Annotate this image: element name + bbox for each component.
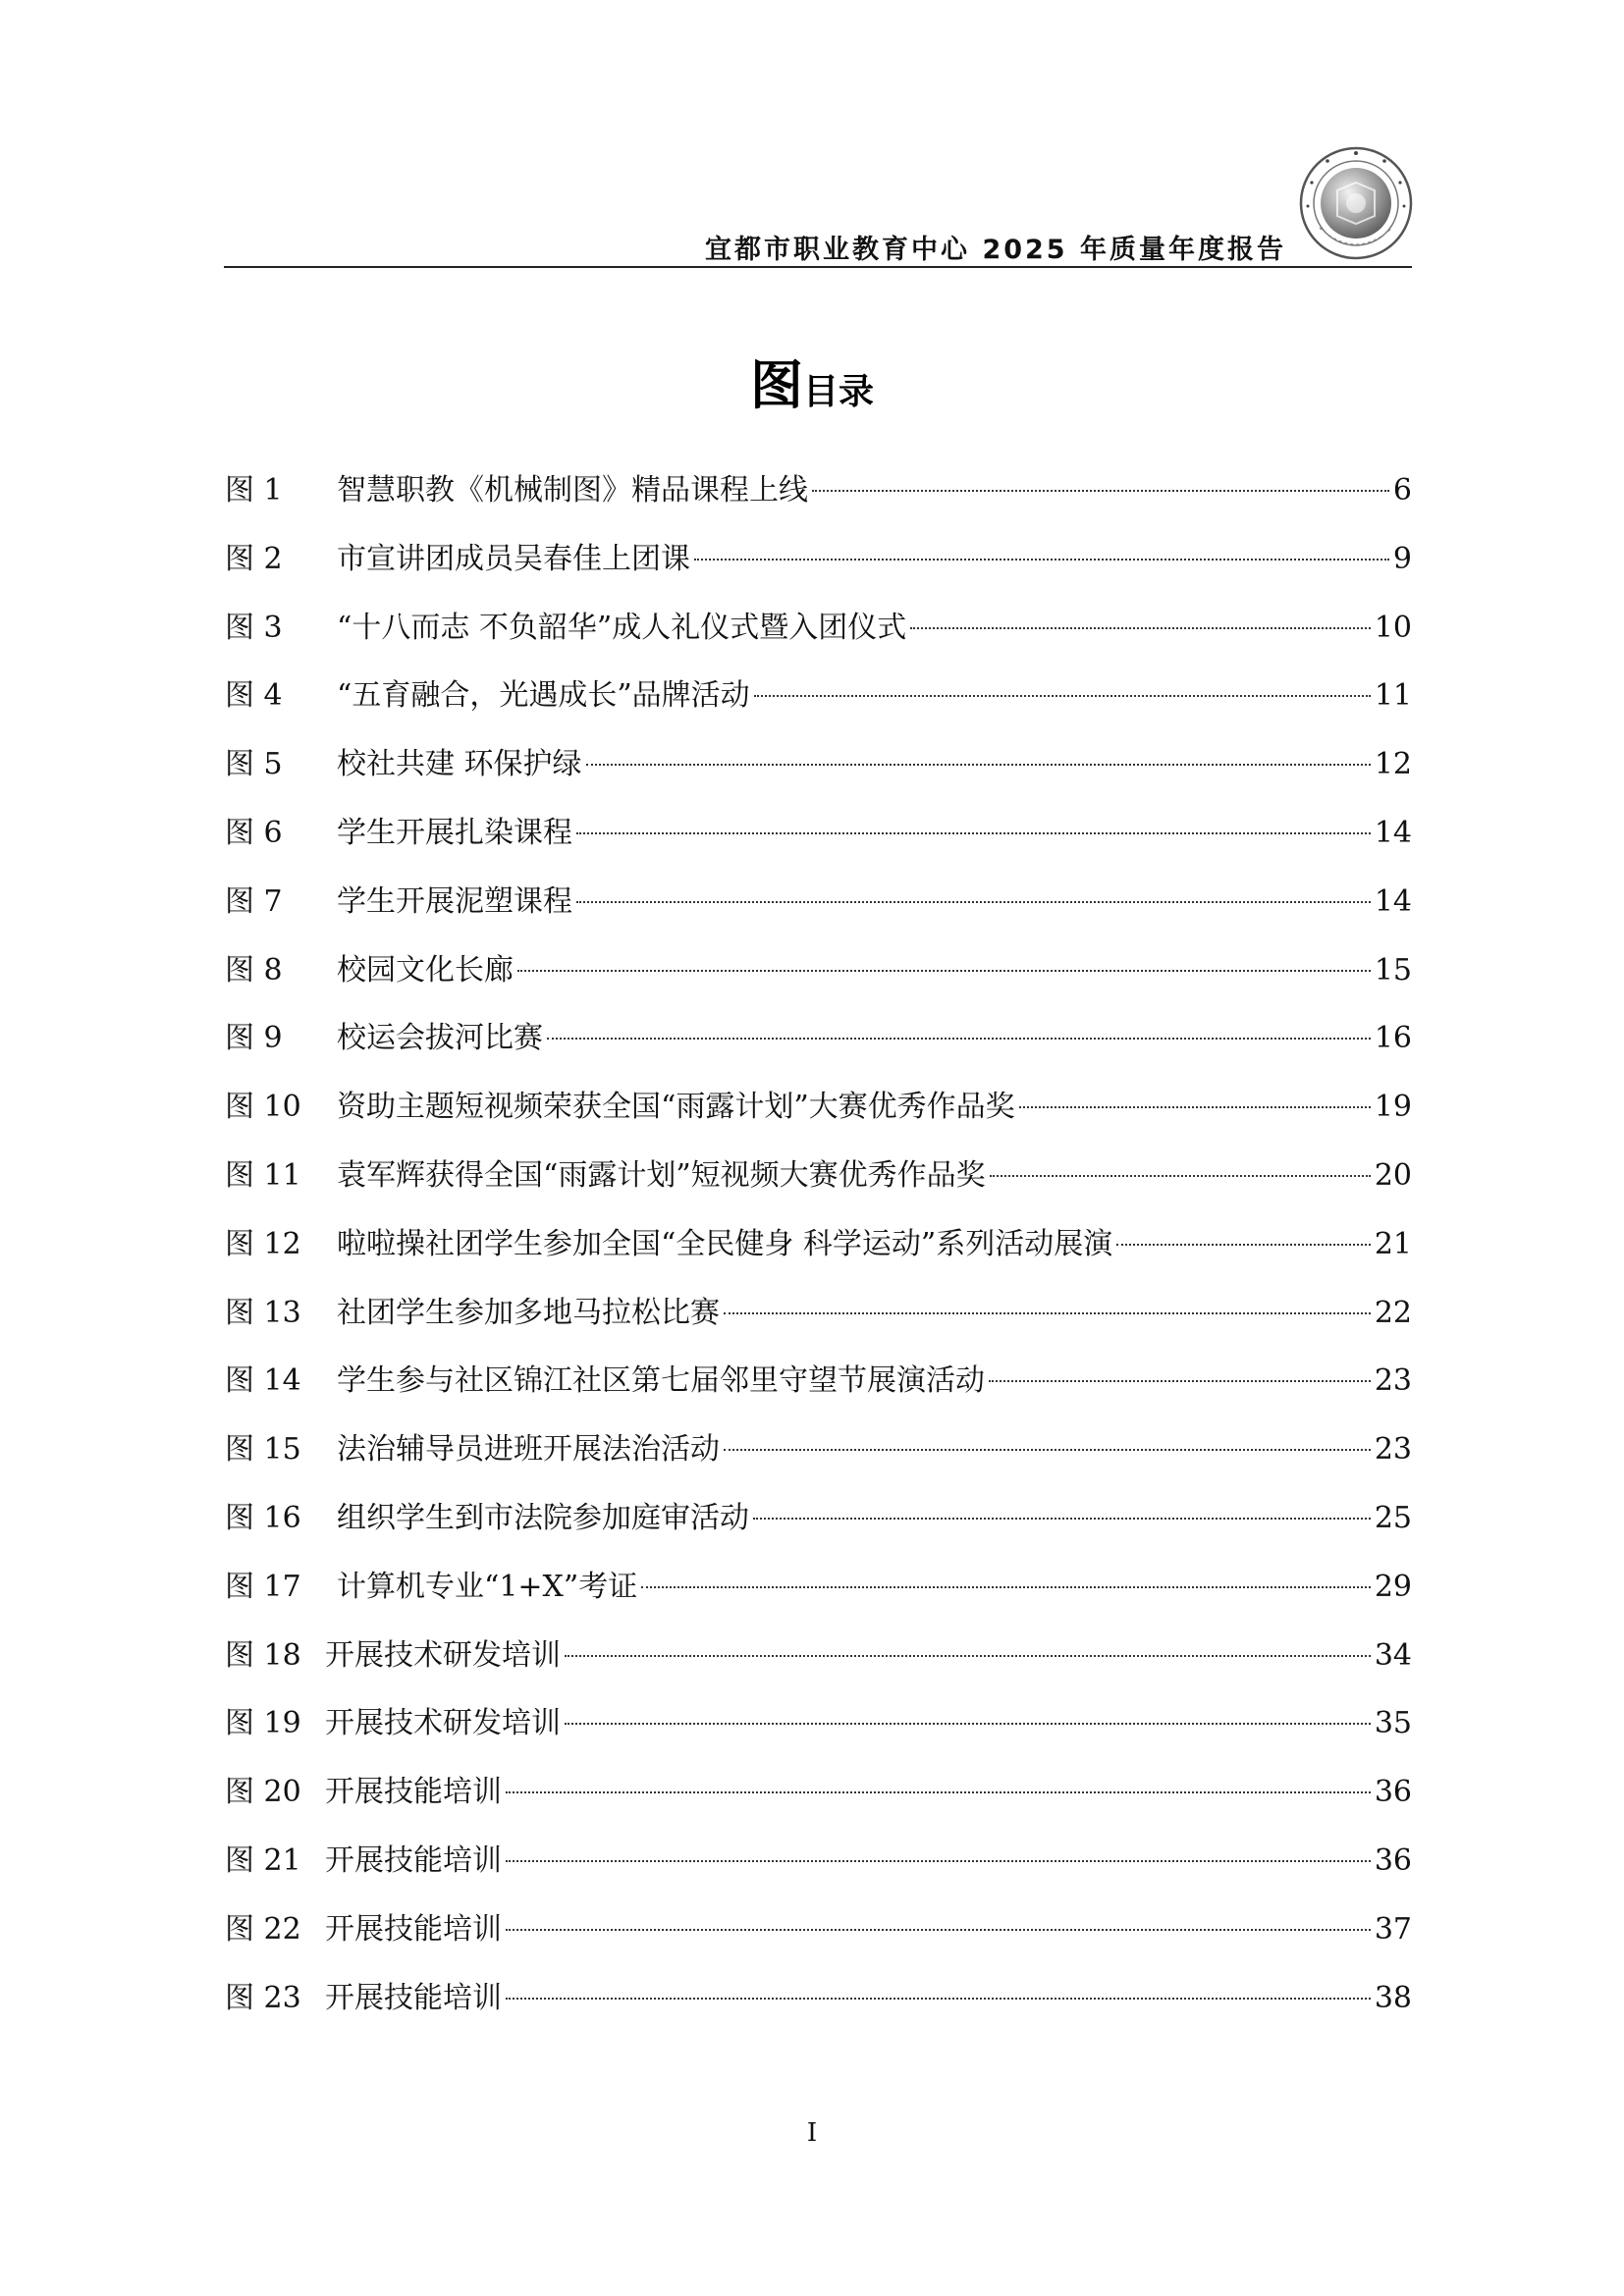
toc-dot-leader <box>1116 1244 1371 1246</box>
toc-entry-page: 38 <box>1374 1981 1412 2015</box>
toc-dot-leader <box>641 1586 1371 1588</box>
toc-entry-title: 开展技术研发培训 <box>325 1706 561 1740</box>
toc-dot-leader <box>990 1175 1371 1177</box>
report-header-title: 宜都市职业教育中心 2025 年质量年度报告 <box>705 235 1286 265</box>
toc-entry[interactable] <box>225 1768 1412 1817</box>
toc-entry-page: 6 <box>1392 473 1412 507</box>
toc-entry-title: 开展技能培训 <box>325 1843 502 1878</box>
toc-entry-label: 图 4 <box>225 678 283 713</box>
toc-dot-leader <box>724 1312 1371 1314</box>
toc-entry-label: 图 3 <box>225 611 283 645</box>
toc-entry-label: 图 9 <box>225 1021 283 1055</box>
toc-entry-label: 图 22 <box>225 1912 301 1947</box>
toc-dot-leader <box>910 627 1371 629</box>
toc-entry[interactable] <box>225 740 1412 789</box>
toc-entry-page: 19 <box>1374 1090 1412 1124</box>
toc-entry-label: 图 18 <box>225 1638 301 1673</box>
toc-entry-label: 图 14 <box>225 1363 301 1398</box>
toc-entry-page: 11 <box>1374 678 1412 713</box>
toc-entry[interactable] <box>225 1151 1412 1201</box>
toc-entry-title: 开展技能培训 <box>325 1912 502 1947</box>
toc-entry[interactable] <box>225 1494 1412 1543</box>
toc-dot-leader <box>517 970 1371 972</box>
toc-entry-label: 图 20 <box>225 1775 301 1809</box>
toc-dot-leader <box>1019 1106 1371 1108</box>
page-title-main: 图 <box>749 354 803 416</box>
page-title <box>0 344 1624 419</box>
toc-entry-title: 法治辅导员进班开展法治活动 <box>337 1432 720 1467</box>
toc-entry-page: 16 <box>1374 1021 1412 1055</box>
toc-dot-leader <box>754 695 1371 697</box>
toc-entry-label: 图 10 <box>225 1090 301 1124</box>
toc-entry-page: 14 <box>1374 884 1412 919</box>
toc-entry[interactable] <box>225 671 1412 721</box>
toc-entry[interactable] <box>225 1974 1412 2023</box>
toc-entry-label: 图 6 <box>225 816 283 850</box>
toc-entry-title: 校运会拔河比赛 <box>337 1021 543 1055</box>
toc-dot-leader <box>694 559 1389 561</box>
toc-entry-page: 23 <box>1374 1432 1412 1467</box>
toc-entry[interactable] <box>225 1563 1412 1612</box>
toc-entry-page: 9 <box>1392 542 1412 576</box>
toc-entry-label: 图 17 <box>225 1570 301 1604</box>
toc-entry-label: 图 11 <box>225 1158 301 1193</box>
toc-entry-page: 36 <box>1374 1775 1412 1809</box>
toc-dot-leader <box>506 1998 1371 2000</box>
toc-dot-leader <box>586 764 1371 766</box>
toc-entry[interactable] <box>225 466 1412 515</box>
toc-entry-page: 21 <box>1374 1227 1412 1261</box>
toc-entry-page: 34 <box>1374 1638 1412 1673</box>
toc-dot-leader <box>565 1723 1371 1725</box>
toc-entry-page: 12 <box>1374 747 1412 781</box>
toc-dot-leader <box>506 1860 1371 1862</box>
toc-entry-title: 开展技能培训 <box>325 1775 502 1809</box>
toc-entry[interactable] <box>225 604 1412 653</box>
toc-entry-label: 图 8 <box>225 953 283 988</box>
page-number: I <box>806 2118 818 2148</box>
toc-entry-label: 图 7 <box>225 884 283 919</box>
toc-entry-page: 25 <box>1374 1501 1412 1535</box>
header-divider <box>224 266 1412 268</box>
toc-entry-title: “十八而志 不负韶华”成人礼仪式暨入团仪式 <box>337 611 907 645</box>
toc-entry-title: 学生参与社区锦江社区第七届邻里守望节展演活动 <box>337 1363 985 1398</box>
toc-entry-title: 市宣讲团成员吴春佳上团课 <box>337 542 690 576</box>
toc-entry-title: 学生开展扎染课程 <box>337 816 572 850</box>
toc-entry[interactable] <box>225 809 1412 858</box>
toc-entry-title: 校社共建 环保护绿 <box>337 747 582 781</box>
toc-entry-page: 14 <box>1374 816 1412 850</box>
toc-entry-label: 图 21 <box>225 1843 301 1878</box>
toc-dot-leader <box>547 1038 1371 1040</box>
toc-entry-title: 学生开展泥塑课程 <box>337 884 572 919</box>
toc-entry-title: 社团学生参加多地马拉松比赛 <box>337 1296 720 1330</box>
toc-entry-label: 图 2 <box>225 542 283 576</box>
toc-entry-title: 组织学生到市法院参加庭审活动 <box>337 1501 749 1535</box>
toc-entry[interactable] <box>225 1289 1412 1338</box>
toc-entry-page: 37 <box>1374 1912 1412 1947</box>
toc-entry-page: 29 <box>1374 1570 1412 1604</box>
toc-entry[interactable] <box>225 1220 1412 1269</box>
toc-dot-leader <box>989 1380 1371 1382</box>
toc-entry[interactable] <box>225 1014 1412 1063</box>
toc-entry-title: 智慧职教《机械制图》精品课程上线 <box>337 473 808 507</box>
toc-entry-label: 图 16 <box>225 1501 301 1535</box>
toc-entry-page: 36 <box>1374 1843 1412 1878</box>
toc-entry-label: 图 5 <box>225 747 283 781</box>
toc-entry-title: 资助主题短视频荣获全国“雨露计划”大赛优秀作品奖 <box>337 1090 1015 1124</box>
toc-entry-title: 开展技术研发培训 <box>325 1638 561 1673</box>
toc-dot-leader <box>506 1791 1371 1793</box>
toc-entry-title: 计算机专业“1+X”考证 <box>337 1570 638 1604</box>
toc-entry-label: 图 19 <box>225 1706 301 1740</box>
toc-entry[interactable] <box>225 1631 1412 1681</box>
toc-entry[interactable] <box>225 1425 1412 1474</box>
toc-dot-leader <box>724 1449 1371 1451</box>
toc-dot-leader <box>753 1518 1371 1520</box>
toc-dot-leader <box>506 1929 1371 1931</box>
toc-entry-label: 图 15 <box>225 1432 301 1467</box>
toc-dot-leader <box>565 1655 1371 1657</box>
toc-entry-label: 图 1 <box>225 473 283 507</box>
toc-entry-label: 图 12 <box>225 1227 301 1261</box>
toc-entry-title: 袁军辉获得全国“雨露计划”短视频大赛优秀作品奖 <box>337 1158 986 1193</box>
toc-dot-leader <box>812 490 1389 492</box>
toc-dot-leader <box>576 901 1371 903</box>
toc-entry-page: 10 <box>1374 611 1412 645</box>
toc-entry-label: 图 23 <box>225 1981 301 2015</box>
toc-entry[interactable] <box>225 1083 1412 1132</box>
toc-entry-page: 22 <box>1374 1296 1412 1330</box>
toc-entry[interactable] <box>225 1699 1412 1748</box>
toc-entry-title: 校园文化长廊 <box>337 953 514 988</box>
page-title-sub: 目录 <box>802 372 874 412</box>
toc-entry-title: 啦啦操社团学生参加全国“全民健身 科学运动”系列活动展演 <box>337 1227 1113 1261</box>
toc-entry[interactable] <box>225 1837 1412 1886</box>
toc-dot-leader <box>576 832 1371 834</box>
toc-entry-page: 23 <box>1374 1363 1412 1398</box>
toc-entry-page: 35 <box>1374 1706 1412 1740</box>
school-seal-logo <box>1298 145 1414 261</box>
toc-entry[interactable] <box>225 1357 1412 1406</box>
toc-entry-page: 20 <box>1374 1158 1412 1193</box>
toc-entry[interactable] <box>225 946 1412 995</box>
toc-entry[interactable] <box>225 1905 1412 1954</box>
toc-entry-label: 图 13 <box>225 1296 301 1330</box>
toc-entry[interactable] <box>225 535 1412 584</box>
toc-entry-title: “五育融合，光遇成长”品牌活动 <box>337 678 750 713</box>
toc-entry[interactable] <box>225 878 1412 927</box>
toc-entry-page: 15 <box>1374 953 1412 988</box>
toc-entry-title: 开展技能培训 <box>325 1981 502 2015</box>
